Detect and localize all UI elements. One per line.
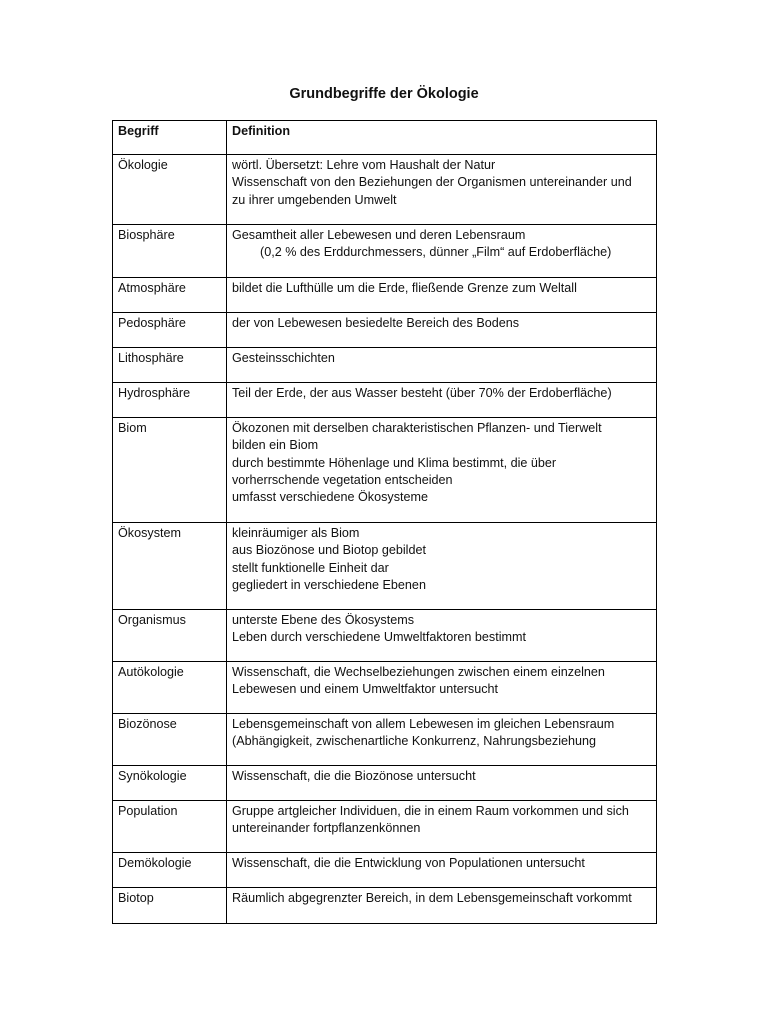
definition-line: Ökozonen mit derselben charakteristischen Pflanzen- und Tierwelt (232, 421, 602, 435)
definition-line: Gruppe artgleicher Individuen, die in einem Raum vorkommen und sich (232, 804, 629, 818)
table-row (113, 853, 657, 888)
definition-cell (227, 801, 657, 853)
term-cell: Pedosphäre (113, 313, 227, 348)
term-cell: Lithosphäre (113, 348, 227, 383)
definition-cell (227, 714, 657, 766)
definition-line: bilden ein Biom (232, 438, 319, 453)
definition-cell (227, 225, 657, 278)
definition-line: Wissenschaft, die Wechselbeziehungen zwischen einem einzelnen (232, 665, 605, 679)
table-row (113, 714, 657, 766)
term-cell: Synökologie (113, 766, 227, 801)
table-row (113, 155, 657, 225)
definition-cell (227, 888, 657, 924)
term-cell: Biosphäre (113, 225, 227, 278)
definition-cell (227, 766, 657, 801)
definition-cell (227, 155, 657, 225)
table-row (113, 888, 657, 924)
term-cell: Biotop (113, 888, 227, 924)
table-row (113, 383, 657, 418)
definition-line: kleinräumiger als Biom (232, 526, 360, 540)
term-cell: Ökologie (113, 155, 227, 225)
definition-line: Lebensgemeinschaft von allem Lebewesen im gleichen Lebensraum (232, 717, 615, 731)
definition-line: wörtl. Übersetzt: Lehre vom Haushalt der Natur (232, 158, 496, 172)
definition-line: untereinander fortpflanzenkönnen (232, 821, 421, 836)
definition-cell (227, 418, 657, 523)
definition-cell (227, 853, 657, 888)
definition-cell (227, 610, 657, 662)
term-cell: Demökologie (113, 853, 227, 888)
term-cell: Organismus (113, 610, 227, 662)
definition-line: Räumlich abgegrenzter Bereich, in dem Lebensgemeinschaft vorkommt (232, 891, 632, 905)
definition-line: Wissenschaft von den Beziehungen der Organismen untereinander und (232, 175, 632, 190)
definition-line: aus Biozönose und Biotop gebildet (232, 543, 426, 558)
definition-line: Lebewesen und einem Umweltfaktor untersucht (232, 682, 499, 697)
term-cell: Biozönose (113, 714, 227, 766)
term-cell: Population (113, 801, 227, 853)
definition-line: (0,2 % des Erddurchmessers, dünner „Film“ auf Erdoberfläche) (260, 245, 612, 260)
definition-line: Gesteinsschichten (232, 351, 335, 365)
definition-line: stellt funktionelle Einheit dar (232, 560, 389, 575)
definition-cell (227, 348, 657, 383)
definition-cell (227, 662, 657, 714)
column-header-definition: Definition (227, 121, 657, 155)
definition-line: gegliedert in verschiedene Ebenen (232, 577, 426, 592)
terms-table (112, 120, 657, 924)
definition-line: durch bestimmte Höhenlage und Klima bestimmt, die über (232, 455, 557, 470)
definition-line: vorherrschende vegetation entscheiden (232, 472, 453, 487)
definition-line: Leben durch verschiedene Umweltfaktoren bestimmt (232, 630, 526, 645)
definition-cell (227, 383, 657, 418)
table-row (113, 801, 657, 853)
term-cell: Autökologie (113, 662, 227, 714)
table-row (113, 523, 657, 610)
definition-line: unterste Ebene des Ökosystems (232, 613, 415, 627)
table-row (113, 766, 657, 801)
term-cell: Ökosystem (113, 523, 227, 610)
definition-line: Wissenschaft, die die Entwicklung von Populationen untersucht (232, 856, 585, 870)
term-cell: Hydrosphäre (113, 383, 227, 418)
table-row (113, 348, 657, 383)
table-row (113, 418, 657, 523)
definition-line: umfasst verschiedene Ökosysteme (232, 490, 428, 505)
table-row (113, 225, 657, 278)
definition-line: (Abhängigkeit, zwischenartliche Konkurrenz, Nahrungsbeziehung (232, 734, 597, 749)
definition-cell (227, 313, 657, 348)
table-row (113, 278, 657, 313)
definition-line: Teil der Erde, der aus Wasser besteht (über 70% der Erdoberfläche) (232, 386, 612, 400)
term-cell: Biom (113, 418, 227, 523)
column-header-term: Begriff (113, 121, 227, 155)
definition-cell (227, 278, 657, 313)
definition-line: bildet die Lufthülle um die Erde, fließende Grenze zum Weltall (232, 281, 577, 295)
table-row (113, 313, 657, 348)
table-row (113, 662, 657, 714)
table-header-row (113, 121, 657, 155)
definition-line: Gesamtheit aller Lebewesen und deren Lebensraum (232, 228, 526, 242)
page-title: Grundbegriffe der Ökologie (289, 86, 479, 102)
term-cell: Atmosphäre (113, 278, 227, 313)
definition-line: zu ihrer umgebenden Umwelt (232, 192, 397, 207)
definition-cell (227, 523, 657, 610)
table-row (113, 610, 657, 662)
definition-line: Wissenschaft, die die Biozönose untersucht (232, 769, 476, 783)
definition-line: der von Lebewesen besiedelte Bereich des Bodens (232, 316, 520, 330)
